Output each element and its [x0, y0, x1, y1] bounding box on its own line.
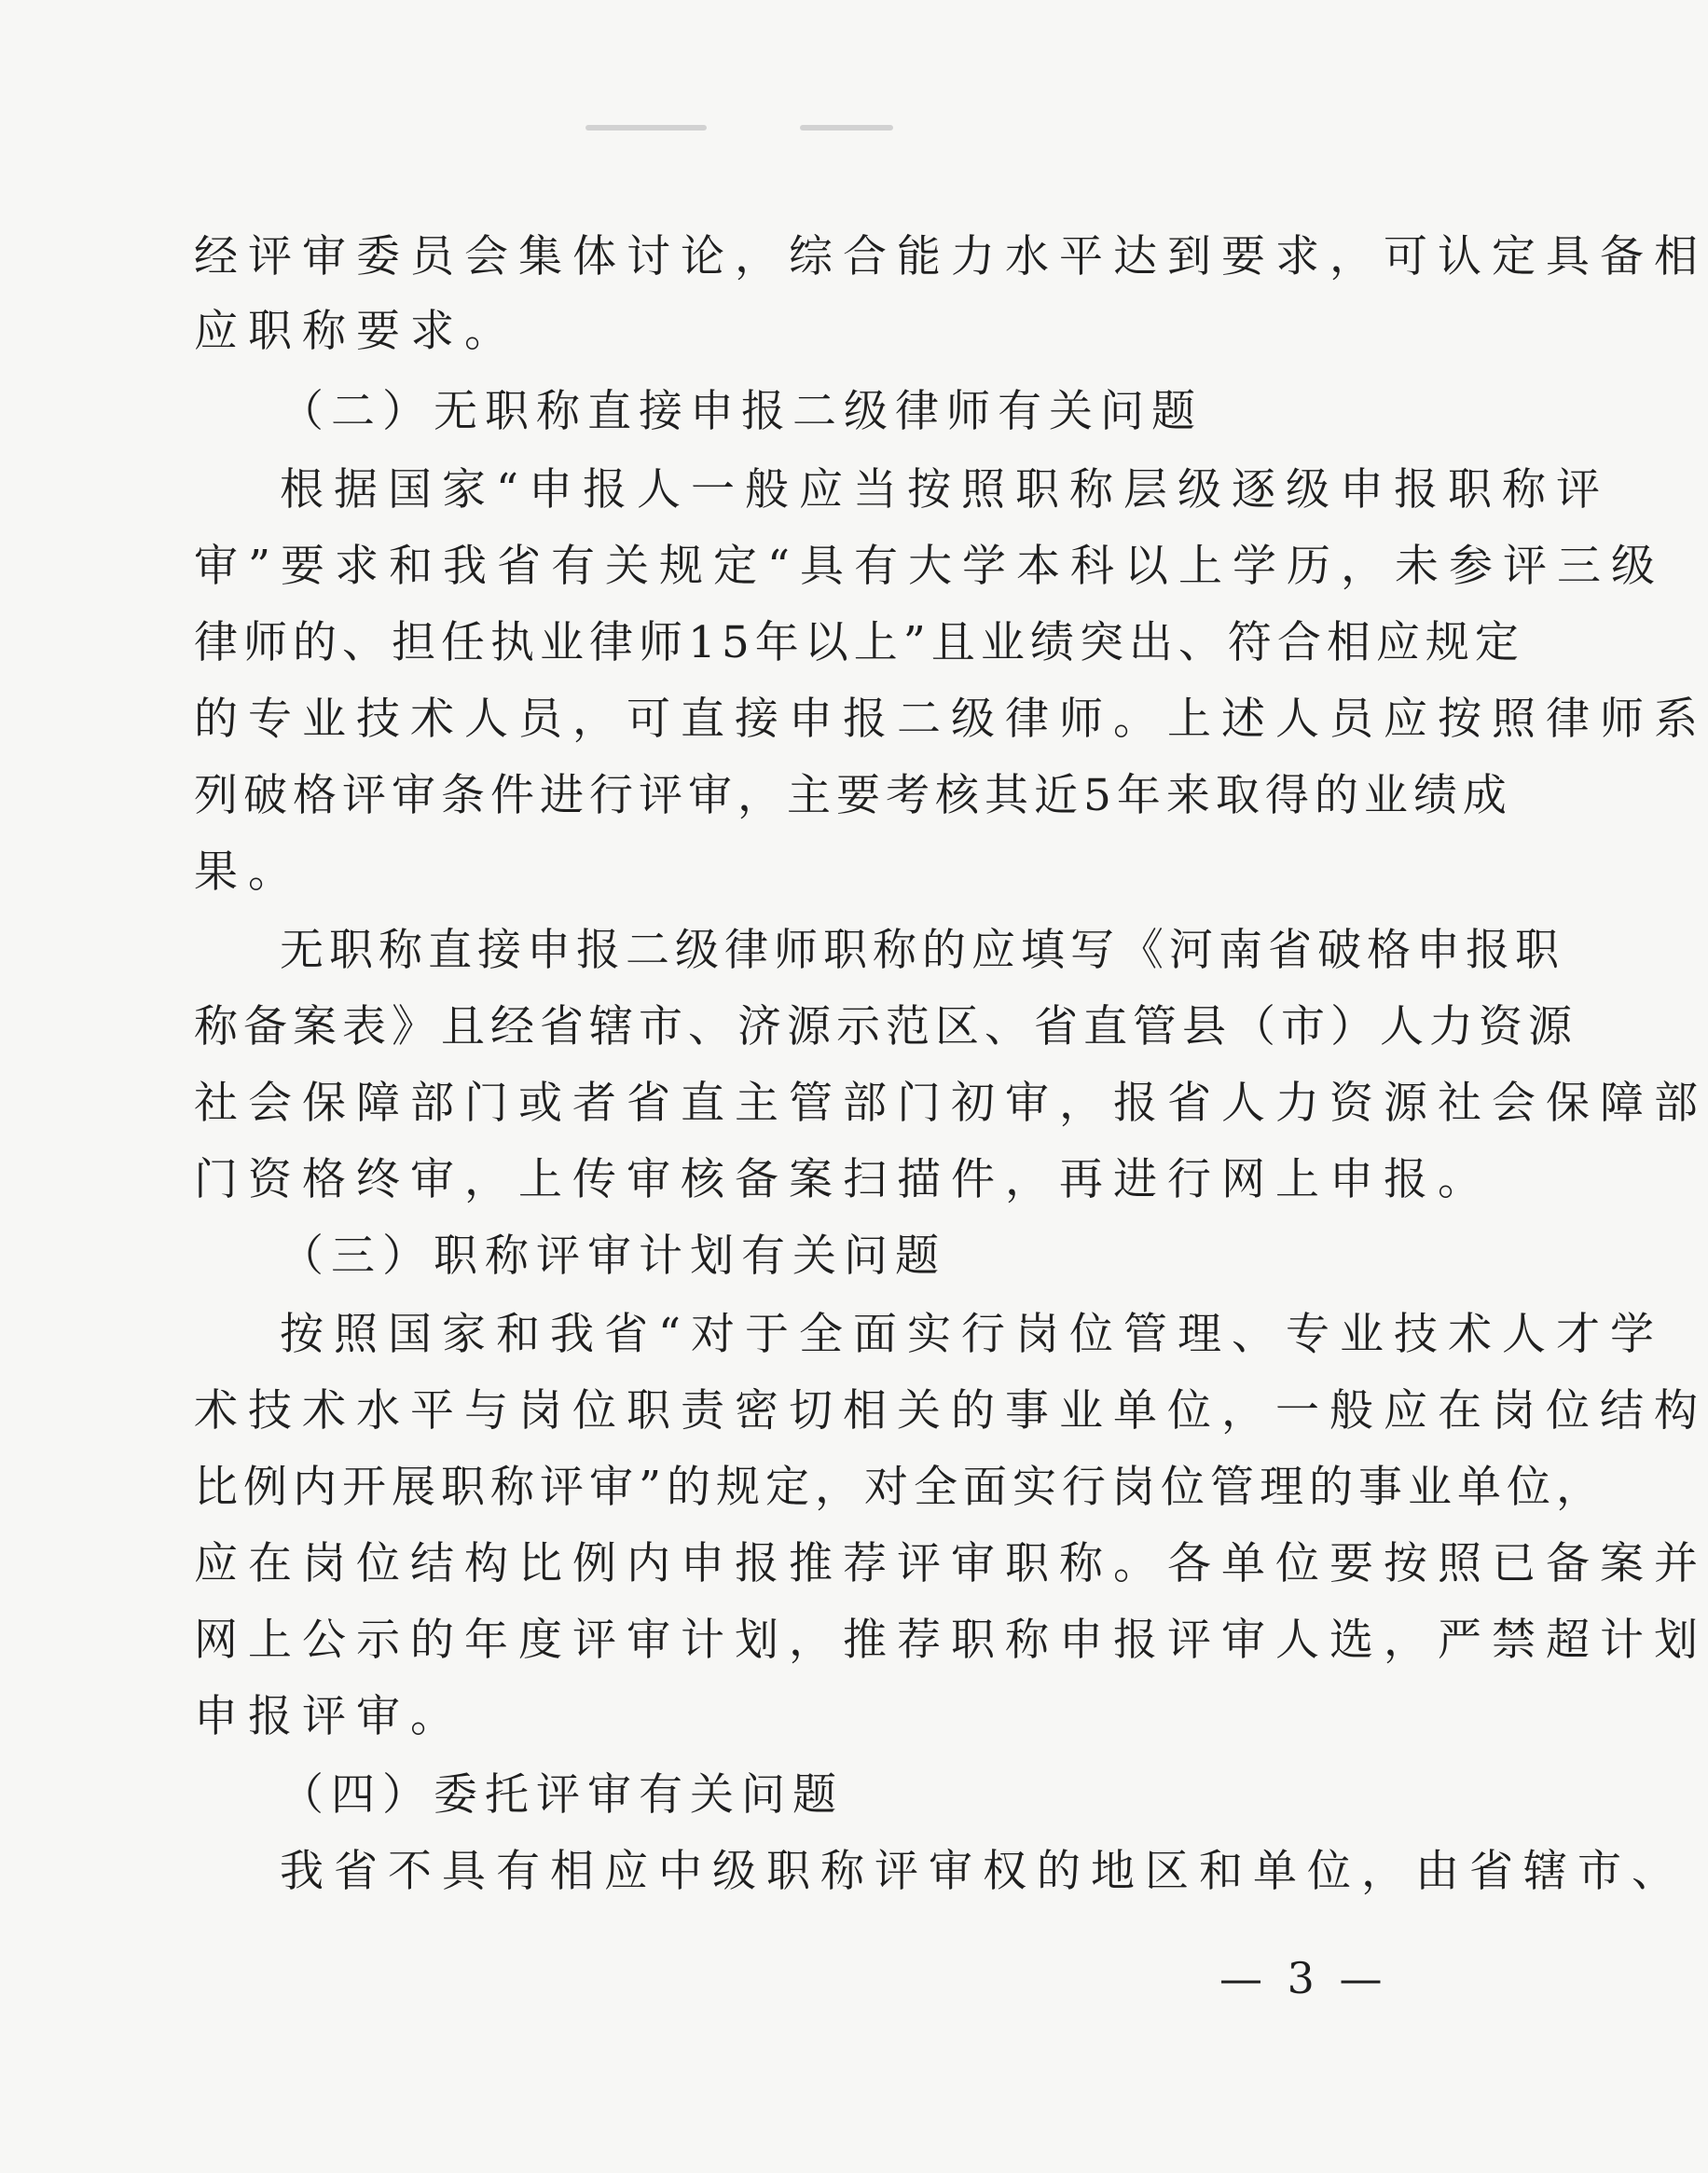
scan-artifact	[800, 125, 893, 131]
body-line: 列破格评审条件进行评审，主要考核其近5年来取得的业绩成	[194, 770, 1512, 821]
body-line: 审”要求和我省有关规定“具有大学本科以上学历，未参评三级	[194, 541, 1666, 592]
body-line: 网上公示的年度评审计划，推荐职称申报评审人选，严禁超计划	[194, 1615, 1708, 1666]
body-line: 门资格终审，上传审核备案扫描件，再进行网上申报。	[194, 1154, 1492, 1205]
body-line: 经评审委员会集体讨论，综合能力水平达到要求，可认定具备相	[194, 231, 1708, 282]
section-heading: （三）职称评审计划有关问题	[280, 1231, 946, 1282]
section-heading: （二）无职称直接申报二级律师有关问题	[280, 386, 1203, 437]
scan-artifact	[585, 125, 707, 131]
body-line: 应职称要求。	[194, 306, 518, 357]
body-line: 根据国家“申报人一般应当按照职称层级逐级申报职称评	[280, 464, 1611, 516]
page-number: — 3 —	[1219, 1953, 1388, 2003]
body-line: 无职称直接申报二级律师职称的应填写《河南省破格申报职	[280, 925, 1564, 976]
body-line: 比例内开展职称评审”的规定，对全面实行岗位管理的事业单位，	[194, 1462, 1606, 1513]
body-line: 律师的、担任执业律师15年以上”且业绩突出、符合相应规定	[194, 617, 1524, 668]
section-heading: （四）委托评审有关问题	[280, 1769, 844, 1821]
body-line: 申报评审。	[194, 1691, 464, 1742]
body-line: 术技术水平与岗位职责密切相关的事业单位，一般应在岗位结构	[194, 1385, 1708, 1437]
body-line: 果。	[194, 846, 302, 898]
body-line: 的专业技术人员，可直接申报二级律师。上述人员应按照律师系	[194, 694, 1708, 745]
body-line: 应在岗位结构比例内申报推荐评审职称。各单位要按照已备案并	[194, 1538, 1708, 1589]
body-line: 我省不具有相应中级职称评审权的地区和单位，由省辖市、	[280, 1846, 1686, 1897]
body-line: 按照国家和我省“对于全面实行岗位管理、专业技术人才学	[280, 1309, 1665, 1360]
body-line: 称备案表》且经省辖市、济源示范区、省直管县（市）人力资源	[194, 1001, 1577, 1052]
body-line: 社会保障部门或者省直主管部门初审，报省人力资源社会保障部	[194, 1078, 1708, 1129]
